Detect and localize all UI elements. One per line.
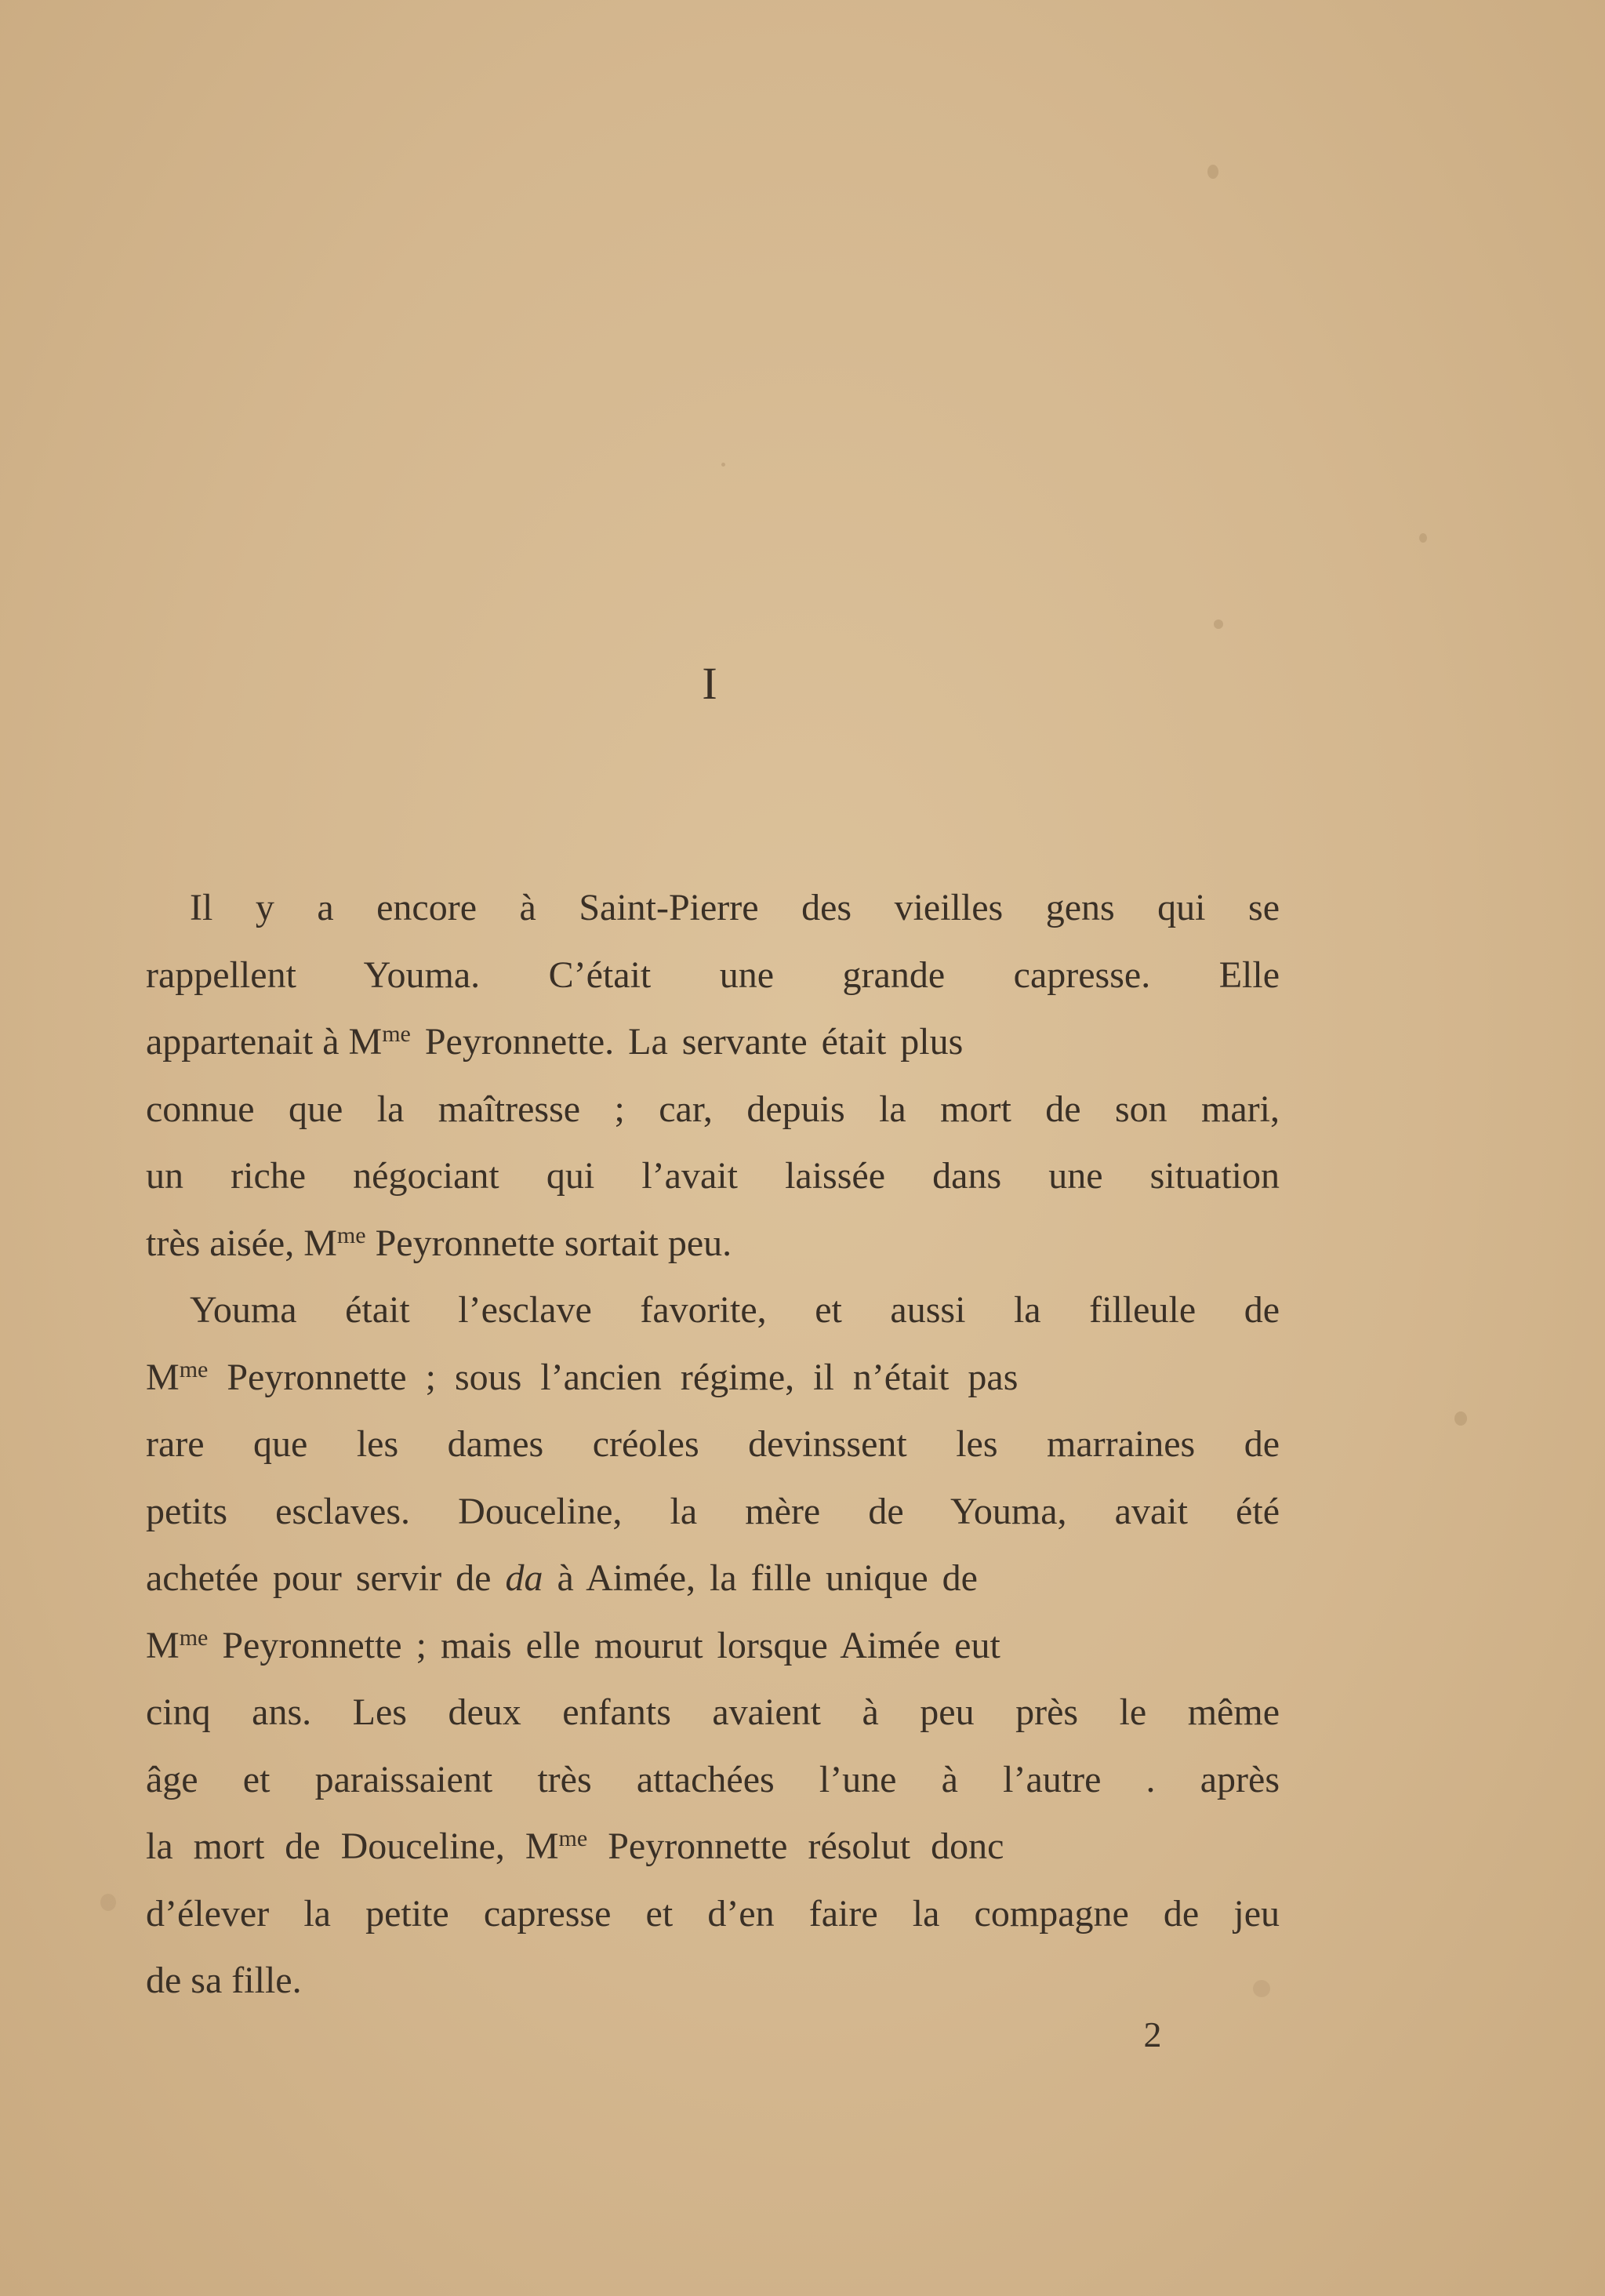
text-line [146, 942, 1280, 1009]
text-line [146, 1880, 1280, 1948]
text-line [146, 1679, 1280, 1746]
text-line [146, 874, 1280, 942]
text-line [146, 1277, 1280, 1344]
italic-word: da [505, 1557, 543, 1599]
text-line [146, 1008, 1280, 1076]
line-text: cinq ans. Les deux enfants avaient à peu près le même [146, 1691, 1280, 1733]
line-text: la mort de Douceline, M [146, 1826, 559, 1867]
line-text: à Aimée, la fille unique de [543, 1557, 978, 1599]
superscript: me [179, 1624, 209, 1651]
line-text: Peyronnette. La servante était plus [410, 1021, 964, 1063]
paper-speck [1454, 1411, 1467, 1426]
superscript: me [179, 1356, 209, 1382]
text-line [146, 1210, 1280, 1277]
line-text: rappellent Youma. C’était une grande capresse. Elle [146, 954, 1280, 996]
line-text: achetée pour servir de [146, 1557, 506, 1599]
text-line [146, 1411, 1280, 1478]
text-line [146, 1076, 1280, 1143]
superscript: me [382, 1021, 411, 1047]
paper-speck [1207, 165, 1218, 179]
line-text: un riche négociant qui l’avait laissée dans une situation [146, 1155, 1280, 1197]
superscript: me [336, 1222, 366, 1248]
line-text: d’élever la petite capresse et d’en faire la compagne de jeu [146, 1892, 1280, 1935]
text-line [146, 1143, 1280, 1210]
text-line [146, 1947, 1280, 2014]
page-number: 2 [1143, 2014, 1162, 2054]
line-text: de sa fille. [146, 1960, 302, 2001]
line-text: très aisée, M [146, 1222, 337, 1264]
text-line [146, 1545, 1280, 1612]
text-line [146, 1813, 1280, 1880]
paper-speck [1419, 533, 1427, 543]
paper-speck [1214, 619, 1223, 629]
text-line [146, 1746, 1280, 1814]
line-text: Il y a encore à Saint-Pierre des vieilles gens qui se [190, 887, 1280, 928]
line-text: petits esclaves. Douceline, la mère de Youma, avait été [146, 1490, 1280, 1532]
text-line [146, 1612, 1280, 1680]
paper-speck [100, 1894, 116, 1911]
line-text: Peyronnette ; mais elle mourut lorsque Aimée eut [208, 1624, 1000, 1666]
superscript: me [558, 1826, 588, 1851]
line-text: M [146, 1624, 180, 1666]
line-text: M [146, 1356, 180, 1398]
line-text: Peyronnette sortait peu. [365, 1222, 732, 1264]
chapter-heading: I [702, 658, 719, 709]
text-line [146, 1478, 1280, 1546]
line-text: Peyronnette ; sous l’ancien régime, il n’était pas [208, 1356, 1019, 1398]
line-text: rare que les dames créoles devinssent les marraines de [146, 1423, 1280, 1465]
body-text [146, 874, 1280, 2014]
text-line [146, 1344, 1280, 1411]
line-text: âge et paraissaient très attachées l’une à l’autre . après [146, 1758, 1280, 1800]
line-text: Peyronnette résolut donc [587, 1826, 1004, 1867]
line-text: Youma était l’esclave favorite, et aussi la filleule de [190, 1289, 1280, 1331]
paper-speck [721, 463, 725, 467]
line-text: appartenait à M [146, 1021, 383, 1063]
line-text: connue que la maîtresse ; car, depuis la mort de son mari, [146, 1088, 1280, 1130]
